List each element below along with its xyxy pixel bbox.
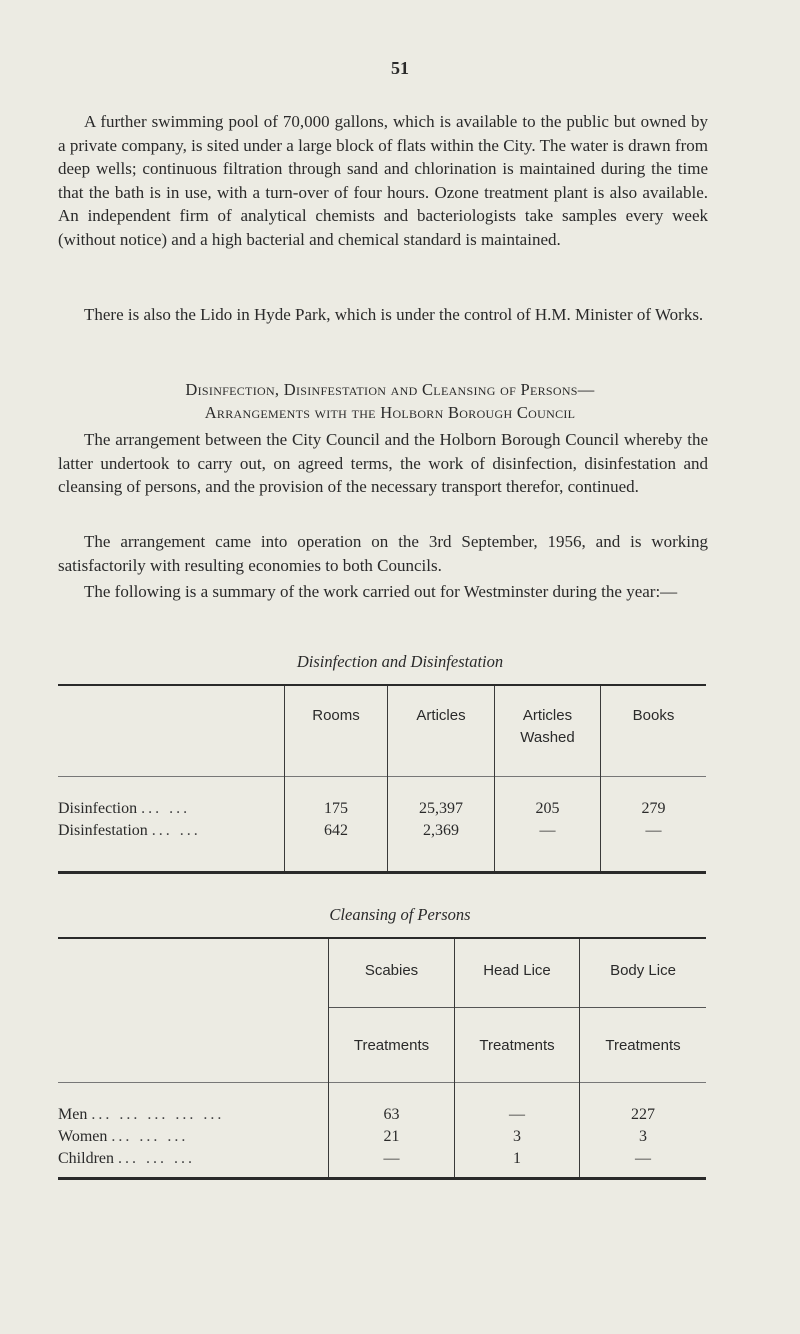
table2-header-scabies: Scabies	[364, 962, 419, 979]
table1-cell: 175	[324, 800, 348, 817]
paragraph-arrangement: The arrangement between the City Council and the Holborn Borough Council whereby the latter undertook to carry out, on agreed terms, the work of disinfection, disinfestation and cleansing of persons, and the provision of the necessary transport therefor, continued.	[58, 430, 708, 496]
table2-header-rule	[58, 1082, 706, 1083]
table2-cell: —	[509, 1106, 525, 1123]
table1-top-rule	[58, 684, 706, 686]
section-heading-line2: Arrangements with the Holborn Borough Council	[204, 403, 576, 422]
table2-caption: Cleansing of Persons	[329, 905, 471, 924]
table2-cell: —	[383, 1150, 400, 1167]
table2-header-body-lice: Body Lice	[610, 962, 676, 979]
table2-row-label: Children ... ... ...	[58, 1150, 195, 1167]
table1-cell: 2,369	[423, 822, 459, 839]
table1-caption: Disinfection and Disinfestation	[296, 652, 504, 671]
paragraph-summary-intro: The following is a summary of the work carried out for Westminster during the year:—	[84, 582, 678, 601]
table1-cell: 642	[324, 822, 348, 839]
paragraph-lido: There is also the Lido in Hyde Park, which is under the control of H.M. Minister of Works.	[84, 305, 704, 324]
table1-cell: 25,397	[419, 800, 463, 817]
table2-cell: 21	[383, 1128, 400, 1145]
table1-bottom-rule	[58, 871, 706, 874]
table2-subheader-treatments: Treatments	[605, 1037, 681, 1054]
table2-bottom-rule	[58, 1177, 706, 1180]
table2-cell: 3	[639, 1128, 647, 1145]
section-heading-line1: Disinfection, Disinfestation and Cleansing of Persons—	[185, 380, 595, 399]
table2-cell: 1	[513, 1150, 521, 1167]
table2-row-label: Women ... ... ...	[58, 1128, 189, 1145]
table2-cell: —	[635, 1150, 651, 1167]
table2-header-head-lice: Head Lice	[483, 962, 551, 979]
table1-header-books: Books	[632, 707, 675, 724]
table1-row-label: Disinfestation ... ...	[58, 822, 201, 839]
table1-header-articles-washed: Articles Washed	[520, 707, 575, 746]
paragraph-swimming-pool: A further swimming pool of 70,000 gallons, which is available to the public but owned by a private company, is sited under a large block of flats within the City. The water is drawn from deep wells; continuous filtration through sand and chlorination is maintained during the time that the bath is in use, with a turn-over of four hours. Ozone treatment plant is also available. An independent firm of analytical chemists and bacteriologists take samples every week (without notice) and a high bacterial and chemical standard is maintained.	[58, 112, 708, 249]
table2-row-label: Men ... ... ... ... ...	[58, 1106, 225, 1123]
table1-cell: —	[645, 822, 662, 839]
table2-subheader-rule	[328, 1007, 706, 1008]
table1-cell: —	[539, 822, 556, 839]
table2-cell: 63	[383, 1106, 400, 1123]
paragraph-operation: The arrangement came into operation on the 3rd September, 1956, and is working satisfactorily with resulting economies to both Councils.	[58, 532, 708, 575]
table1-cell: 279	[641, 800, 666, 817]
table1-header-articles: Articles	[416, 707, 466, 724]
table1-header-rooms: Rooms	[312, 707, 360, 724]
page-number: 51	[391, 58, 409, 78]
table1-header-rule	[58, 776, 706, 777]
table2-subheader-treatments: Treatments	[479, 1037, 555, 1054]
table1-row-label: Disinfection ... ...	[58, 800, 191, 817]
table2-top-rule	[58, 937, 706, 939]
table2-subheader-treatments: Treatments	[353, 1037, 430, 1054]
table2-cell: 227	[631, 1106, 655, 1123]
table1-cell: 205	[535, 800, 560, 817]
table2-cell: 3	[513, 1128, 521, 1145]
